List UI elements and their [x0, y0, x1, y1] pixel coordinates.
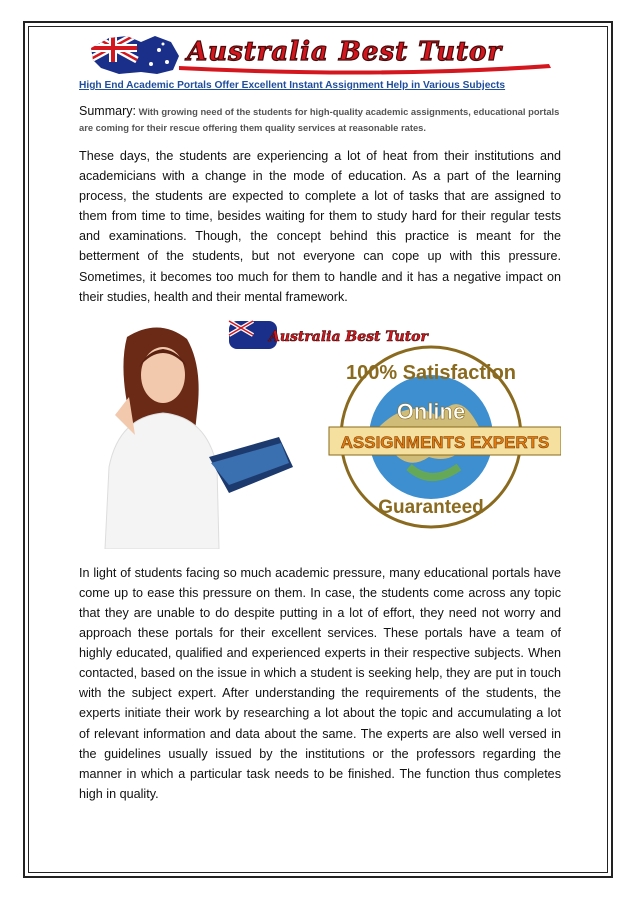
document-content	[79, 30, 561, 804]
article-image	[79, 317, 561, 549]
seal-middle-text: Online	[396, 398, 466, 424]
seal-top-text: 100% Satisfaction	[345, 361, 517, 384]
student-woman-image	[105, 327, 293, 549]
australia-best-tutor-logo	[79, 30, 561, 78]
paragraph-1: These days, the students are experiencing a lot of heat from their institutions and academicians with a change in the mode of education. As a part of the learning process, the students are expected to complete a lot of tasks that are assigned to them from time to time, besides waiting for them to study hard for their regular tests and examinations. Though, the concept behind this practice is meant for the betterment of the students, but not everyone can cope up with this pressure. Sometimes, it becomes too much for them to handle and it has a negative impact on their studies, health and their mental framework.	[79, 149, 561, 304]
article-illustration	[79, 317, 561, 549]
figure-logo-text: Australia Best Tutor	[269, 328, 428, 345]
satisfaction-seal	[329, 347, 561, 527]
seal-bottom-text: Guaranteed	[378, 496, 484, 518]
summary	[79, 103, 561, 136]
article-title-link[interactable]: High End Academic Portals Offer Excellent Instant Assignment Help in Various Subjects	[79, 80, 506, 91]
summary-text: With growing need of the students for high-quality academic assignments, educational portals are coming for their rescue offering them quality services at reasonable rates.	[79, 106, 560, 133]
summary-label: Summary:	[79, 104, 136, 118]
paragraph-2: In light of students facing so much academic pressure, many educational portals have come up to ease this pressure on them. In case, the students come across any topic that they are unable to do despite putting in a lot of effort, they need not worry and approach these portals for their excellent services. These portals have a team of highly educated, qualified and experienced experts in their respective subjects. When contacted, based on the issue in which a student is seeking help, they are put in touch with the subject expert. After understanding the requirements of the students, the experts initiate their work by researching a lot about the topic and accumulating a lot of relevant information and data about the same. The experts are also well versed in the guidelines usually issued by the institutions or the professors regarding the manner in which a particular task needs to be finished. The function thus completes high in quality.	[79, 565, 561, 801]
seal-banner-text: ASSIGNMENTS EXPERTS	[340, 432, 550, 452]
logo-text: Australia Best Tutor	[187, 37, 503, 67]
figure-logo	[229, 321, 429, 349]
flag-map-icon	[79, 30, 189, 78]
header-logo	[79, 30, 561, 78]
